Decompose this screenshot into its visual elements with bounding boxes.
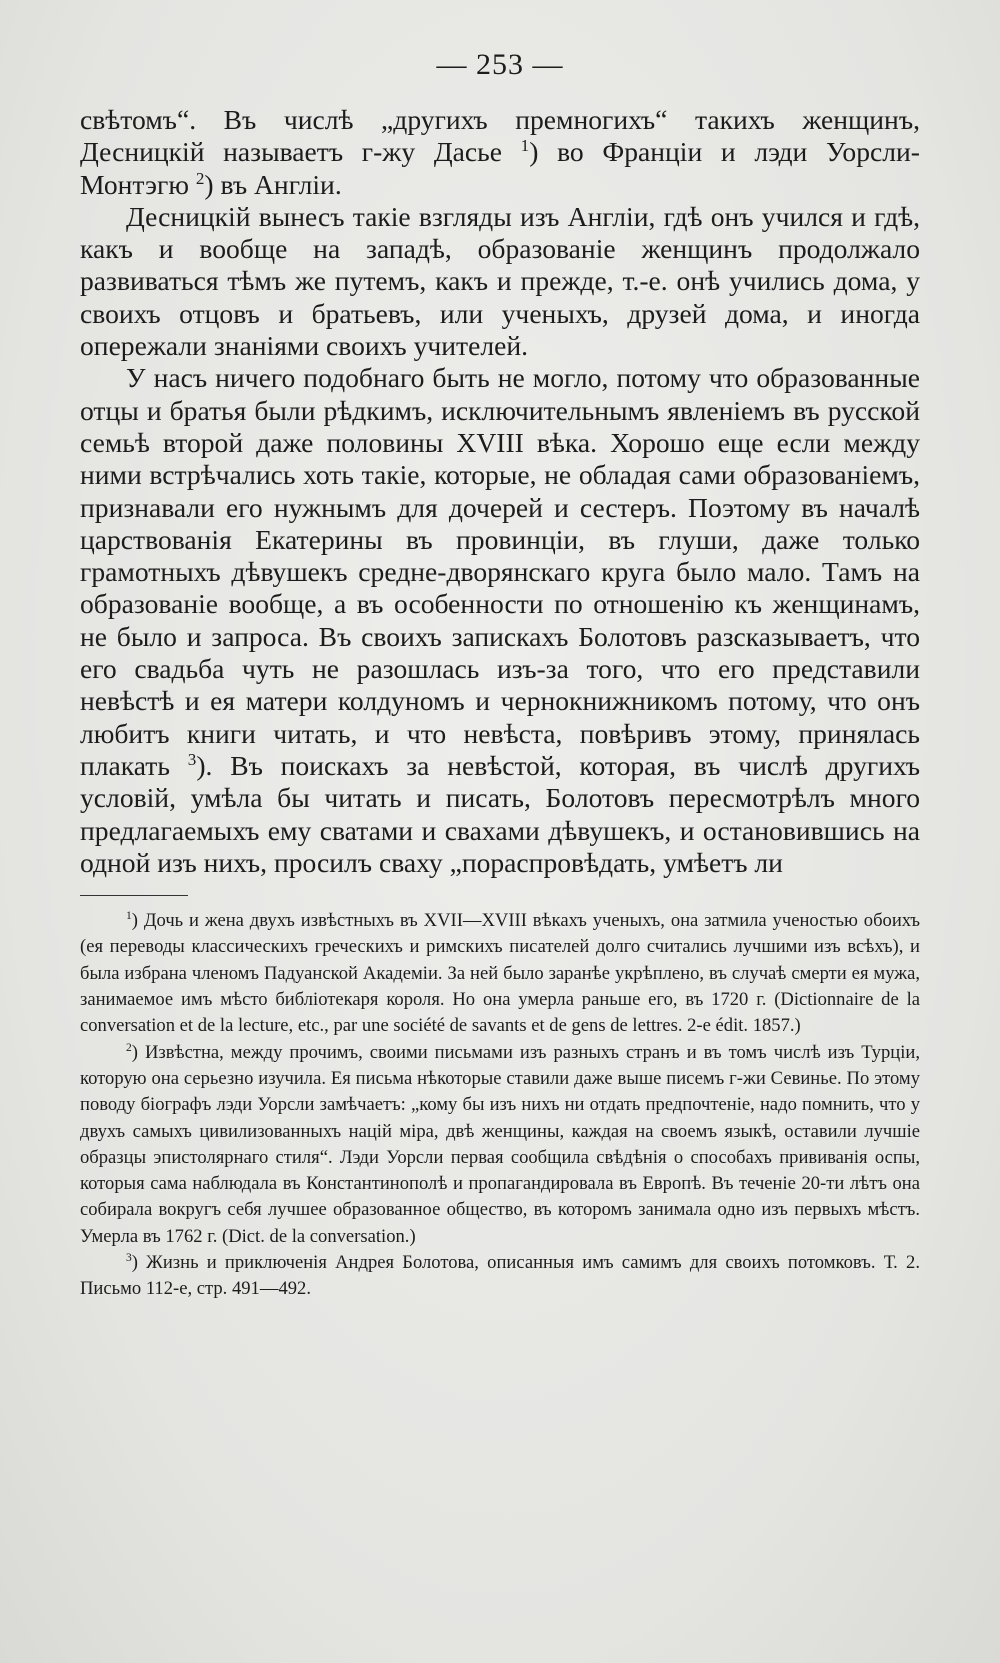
text-run: ) Извѣстна, между прочимъ, своими письмами изъ разныхъ странъ и въ томъ числѣ изъ Турціи, которую она серьезно изучила. Ея письма нѣкоторые ставили даже выше писемъ г-жи Севинье. По этому поводу біографъ лэди Уорсли замѣчаетъ: „кому бы изъ нихъ ни отдать предпочтеніе, надо помнить, что у двухъ самыхъ цивилизованныхъ націй міра, двѣ женщины, каждая на своемъ языкѣ, оставили лучшіе образцы эпистолярнаго стиля“. Лэди Уорсли первая сообщила свѣдѣнія о способахъ прививанія оспы, которыя сама наблюдала въ Константинополѣ и пропагандировала въ Европѣ. Въ теченіе 20-ти лѣтъ она собирала вокругъ себя лучшее образованное общество, въ которомъ занимала одно изъ первыхъ мѣстъ. Умерла въ 1762 г. (Dict. de la conversation.) — [80, 1041, 920, 1247]
text-run: Десницкій вынесъ такіе взгляды изъ Англіи, гдѣ онъ учился и гдѣ, какъ и вообще на западѣ, образованіе женщинъ продолжало развиваться тѣмъ же путемъ, какъ и прежде, т.-е. онѣ учились дома, у своихъ отцовъ и братьевъ, или ученыхъ, друзей дома, и иногда опережали знаніями своихъ учителей. — [80, 200, 920, 362]
main-text — [80, 104, 920, 879]
footnote-ref: 1 — [126, 909, 132, 922]
footnote — [80, 908, 920, 1039]
footnote-ref: 3 — [187, 749, 197, 769]
paragraph — [80, 104, 920, 201]
paragraph — [80, 362, 920, 879]
text-run: ) во Франціи и лэди Уорсли-Монтэгю — [80, 136, 920, 200]
text-run: ) Жизнь и приключенія Андрея Болотова, описанныя имъ самимъ для своихъ потомковъ. Т. 2. Письмо 112-е, стр. 491—492. — [80, 1251, 920, 1300]
footnote-ref: 3 — [126, 1251, 132, 1264]
text-run: свѣтомъ“. Въ числѣ „другихъ премногихъ“ такихъ женщинъ, Десницкій называетъ г-жу Дасье — [80, 104, 920, 168]
text-run: ) въ Англіи. — [204, 168, 342, 200]
footnote — [80, 1250, 920, 1303]
footnote-ref: 2 — [195, 168, 205, 188]
paragraph — [80, 201, 920, 362]
footnotes — [80, 908, 920, 1302]
footnote-ref: 1 — [520, 136, 530, 156]
page-number: — 253 — — [436, 48, 564, 81]
footnote-ref: 2 — [126, 1041, 132, 1054]
text-run: ). Въ поискахъ за невѣстой, которая, въ числѣ другихъ условій, умѣла бы читать и писать, Болотовъ пересмотрѣлъ много предлагаемыхъ ему сватами и свахами дѣвушекъ, и остановившись на одной изъ нихъ, просилъ сваху „пораспровѣдать, умѣетъ ли — [80, 749, 920, 878]
text-run: ) Дочь и жена двухъ извѣстныхъ въ XVII—XVIII вѣкахъ ученыхъ, она затмила ученостью обоихъ (ея переводы классическихъ греческихъ и римскихъ писателей долго считались лучшими изъ всѣхъ), и была избрана членомъ Падуанской Академіи. За ней было заранѣе укрѣплено, въ случаѣ смерти ея мужа, занимаемое имъ мѣсто библіотекаря короля. Но она умерла раньше его, въ 1720 г. (Dictionnaire de la conversation et de la lecture, etc., par une société de savants et de gens de lettres. 2-e édit. 1857.) — [80, 910, 920, 1037]
footnote — [80, 1040, 920, 1250]
footnote-divider — [80, 895, 188, 896]
text-run: У насъ ничего подобнаго быть не могло, потому что образованные отцы и братья были рѣдкимъ, исключительнымъ явленіемъ въ русской семьѣ второй даже половины XVIII вѣка. Хорошо еще если между ними встрѣчались хоть такіе, которые, не обладая сами образованіемъ, признавали его нужнымъ для дочерей и сестеръ. Поэтому въ началѣ царствованія Екатерины въ провинціи, въ глуши, даже только грамотныхъ дѣвушекъ средне-дворянскаго круга было мало. Тамъ на образованіе вообще, а въ особенности по отношенію къ женщинамъ, не было и запроса. Въ своихъ запискахъ Болотовъ разсказываетъ, что его свадьба чуть не разошлась изъ-за того, что его представили невѣстѣ и ея матери колдуномъ и чернокнижникомъ потому, что онъ любитъ книги читать, и что невѣста, повѣривъ этому, принялась плакать — [80, 362, 920, 781]
